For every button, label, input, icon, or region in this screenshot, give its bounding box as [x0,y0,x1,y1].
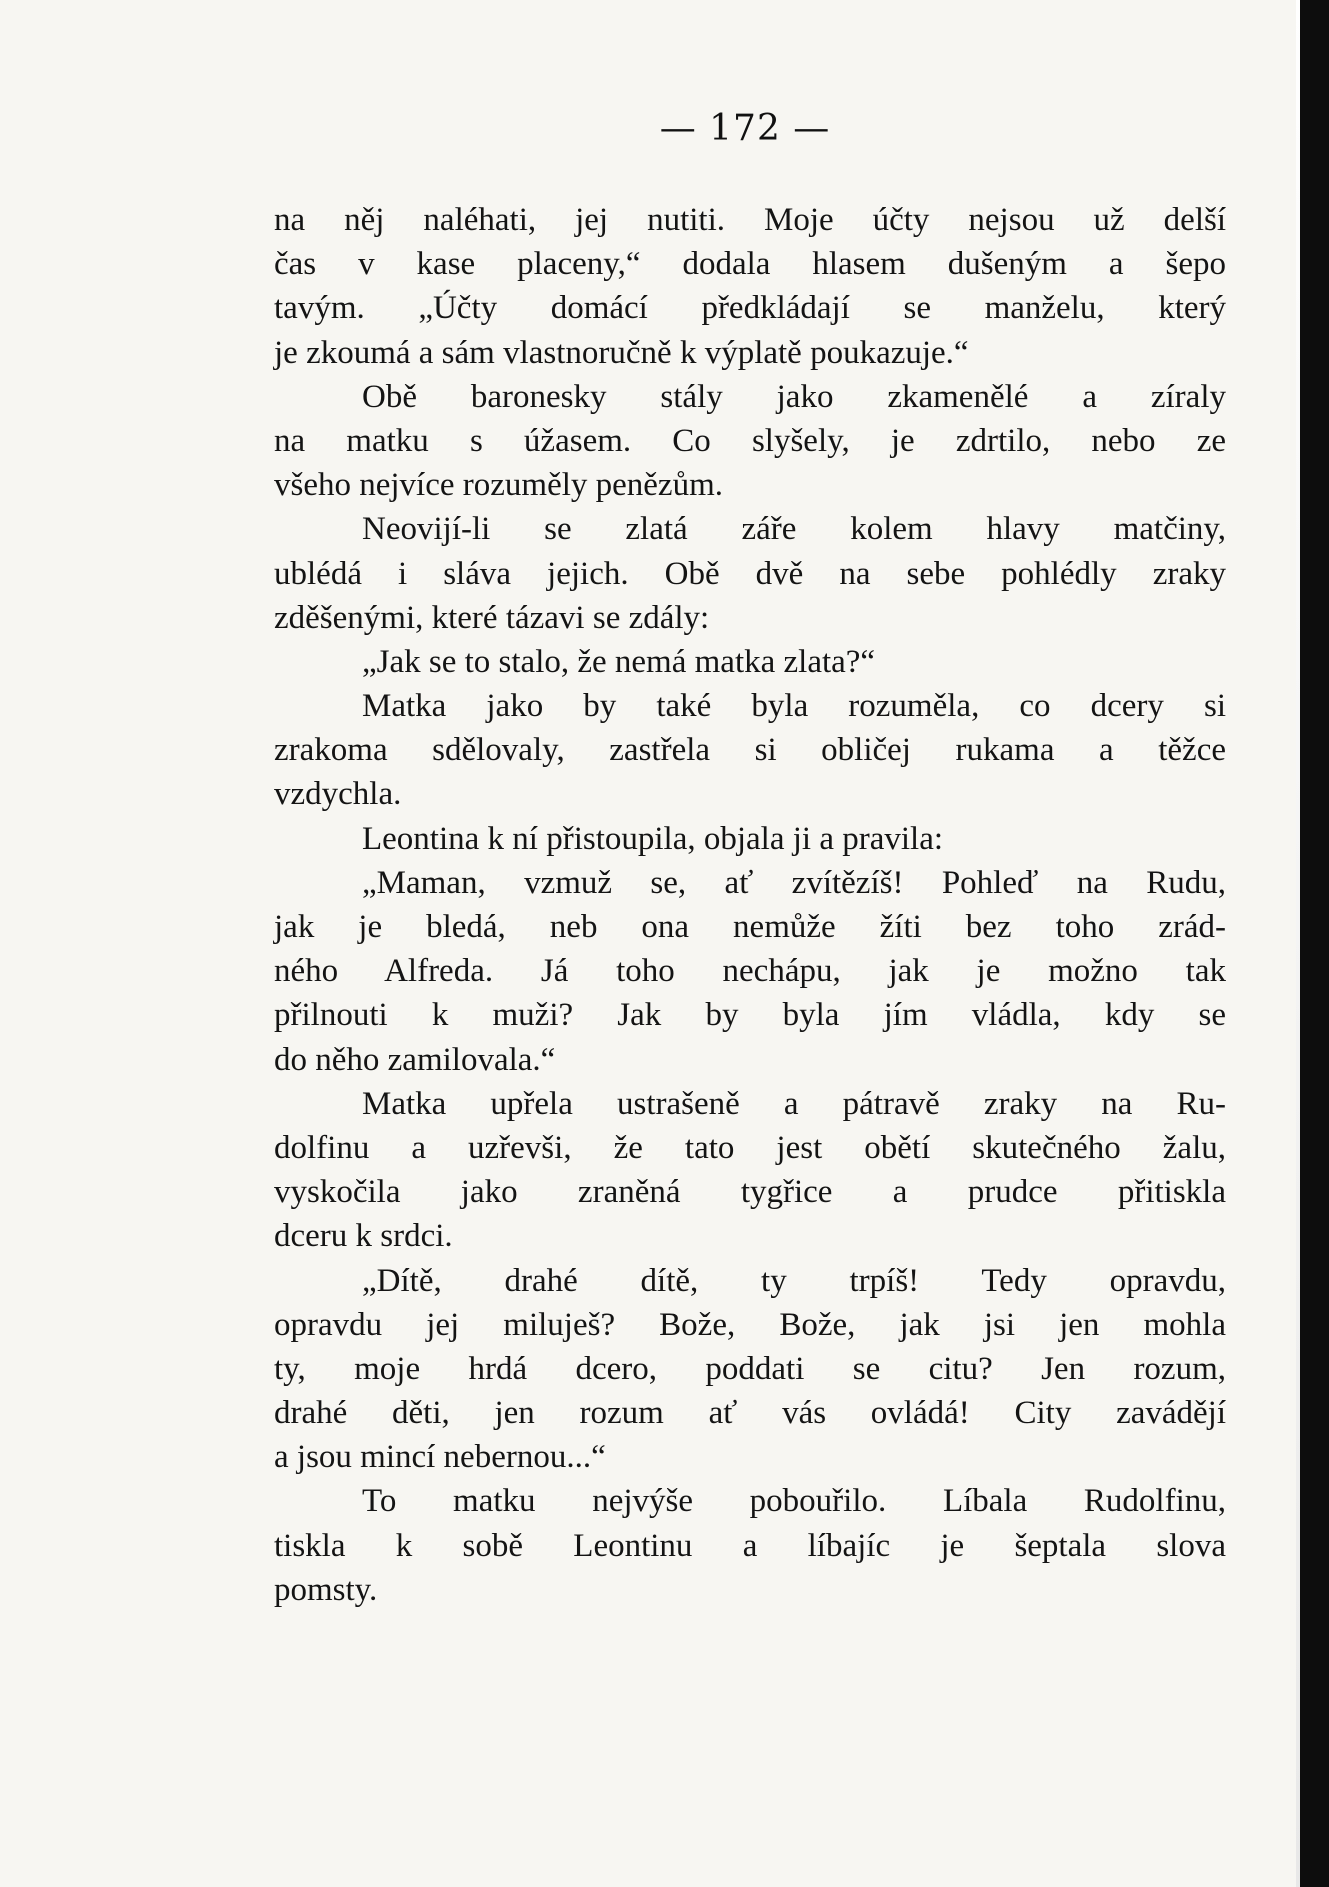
text-line: To matku nejvýše pobouřilo. Líbala Rudolfinu, [362,1483,1226,1520]
text-line: tavým. „Účty domácí předkládají se manželu, který [274,290,1226,327]
text-line: Leontina k ní přistoupila, objala ji a pravila: [362,820,944,857]
scan-border [1300,0,1329,1887]
text-line: na něj naléhati, jej nutiti. Moje účty nejsou už delší [274,202,1226,238]
paragraph [274,640,1226,684]
text-line: Obě baronesky stály jako zkamenělé a zíraly [362,378,1226,415]
text-line: na matku s úžasem. Co slyšely, je zdrtilo, nebo ze [274,422,1226,459]
text-line: pomsty. [274,1571,378,1608]
page-number: — 172 — [659,108,831,149]
text-line: vyskočila jako zraněná tygřice a prudce přitiskla [274,1174,1226,1211]
paragraph [274,507,1226,640]
paragraph [274,684,1226,817]
text-line: dolfinu a uzřevši, že tato jest obětí skutečného žalu, [274,1129,1226,1166]
text-line: dceru k srdci. [274,1218,453,1255]
text-line: Matka jako by také byla rozuměla, co dcery si [362,688,1226,725]
text-line: ublédá i sláva jejich. Obě dvě na sebe pohlédly zraky [274,555,1226,592]
text-line: vzdychla. [274,776,402,813]
text-line: Matka upřela ustrašeně a pátravě zraky na Ru- [362,1085,1226,1122]
text-line: „Dítě, drahé dítě, ty trpíš! Tedy opravdu, [362,1262,1226,1299]
text-line: zděšenými, které tázavi se zdály: [274,599,710,636]
paragraph [274,1259,1226,1480]
text-line: „Jak se to stalo, že nemá matka zlata?“ [362,643,876,680]
text-line: tiskla k sobě Leontinu a líbajíc je šeptala slova [274,1527,1226,1564]
text-line: Neovijí-li se zlatá záře kolem hlavy matčiny, [362,511,1226,548]
text-line: do něho zamilovala.“ [274,1041,556,1078]
page-text [274,198,1226,1612]
text-line: přilnouti k muži? Jak by byla jím vládla, kdy se [274,997,1226,1034]
text-line: jak je bledá, neb ona nemůže žíti bez toho zrád- [274,909,1226,945]
paragraph [274,861,1226,1082]
text-line: drahé děti, jen rozum ať vás ovládá! City zavádějí [274,1395,1226,1432]
paragraph [274,817,1226,861]
text-line: „Maman, vzmuž se, ať zvítězíš! Pohleď na Rudu, [362,864,1226,901]
text-line: všeho nejvíce rozuměly penězům. [274,467,723,504]
text-line: ného Alfreda. Já toho nechápu, jak je možno tak [274,953,1226,990]
text-line: je zkoumá a sám vlastnoručně k výplatě poukazuje.“ [274,334,969,371]
text-line: a jsou mincí nebernou...“ [274,1439,606,1476]
text-line: čas v kase placeny,“ dodala hlasem dušeným a šepo [274,246,1226,283]
text-line: ty, moje hrdá dcero, poddati se citu? Jen rozum, [274,1350,1226,1387]
paragraph [274,375,1226,508]
paragraph [274,1082,1226,1259]
text-line: zrakoma sdělovaly, zastřela si obličej rukama a těžce [274,732,1226,769]
paragraph [274,198,1226,375]
paragraph [274,1479,1226,1612]
text-line: opravdu jej miluješ? Bože, Bože, jak jsi jen mohla [274,1306,1226,1343]
